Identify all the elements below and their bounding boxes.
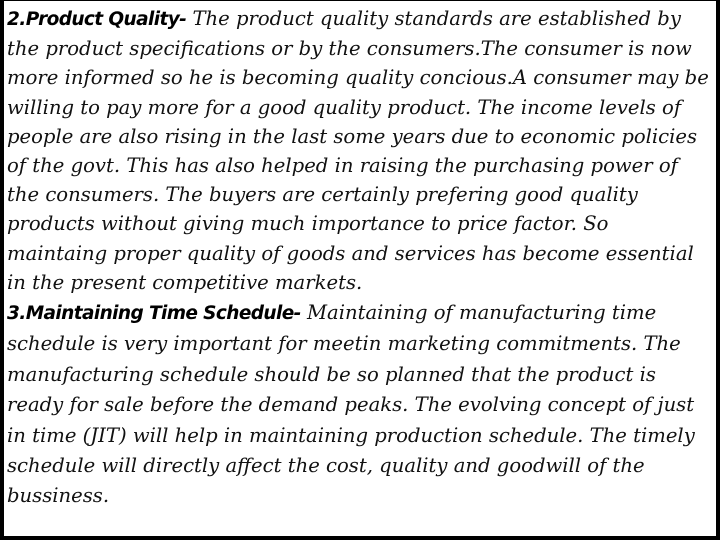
heading-time-schedule: 3.Maintaining Time Schedule-	[7, 303, 301, 325]
paragraph-time-schedule	[7, 298, 709, 512]
heading-product-quality: 2.Product Quality-	[7, 9, 187, 30]
slide-content	[7, 4, 709, 512]
body-time-schedule: Maintaining of manufacturing time schedule is very important for meetin marketing commitments. The manufacturing schedule should be so planned that the product is ready for sale before the demand peaks. The evolving concept of just in time (JIT) will help in maintaining production schedule. The timely schedule will directly affect the cost, quality and goodwill of the bussiness.	[7, 301, 695, 508]
body-product-quality: The product quality standards are established by the product specifications or by the consumers.The consumer is now more informed so he is becoming quality concious.A consumer may be willing to pay more for a good quality product. The income levels of people are also rising in the last some years due to economic policies of the govt. This has also helped in raising the purchasing power of the consumers. The buyers are certainly prefering good quality products without giving much importance to price factor. So maintaing proper quality of goods and services has become essential in the present competitive markets.	[7, 7, 709, 294]
paragraph-product-quality	[7, 4, 709, 297]
